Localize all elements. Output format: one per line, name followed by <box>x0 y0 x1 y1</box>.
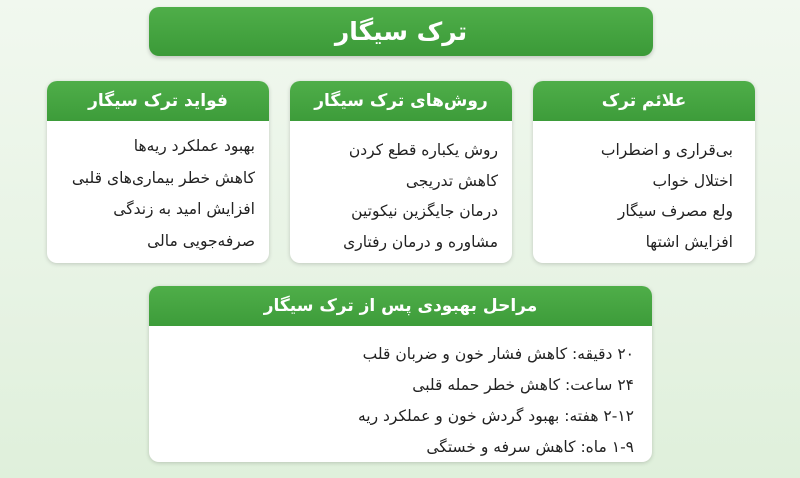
card-title-benefits: فواید ترک سیگار <box>47 81 269 121</box>
list-item: ۱-۹ ماه: کاهش سرفه و خستگی <box>426 438 634 456</box>
list-item: افزایش امید به زندگی <box>113 200 255 218</box>
list-item: روش یکباره قطع کردن <box>348 141 498 159</box>
list-item: کاهش تدریجی <box>405 171 498 190</box>
list-item: اختلال خواب <box>652 171 733 190</box>
card-title-withdrawal-signs: علائم ترک <box>533 81 755 121</box>
card-withdrawal-signs <box>533 81 755 263</box>
list-item: ۲۴ ساعت: کاهش خطر حمله قلبی <box>412 376 634 394</box>
list-item: بی‌قراری و اضطراب <box>600 141 733 159</box>
list-item: صرفه‌جویی مالی <box>147 231 255 250</box>
benefits-list <box>47 131 255 257</box>
quit-methods-list <box>290 135 498 257</box>
main-title: ترک سیگار <box>149 7 653 56</box>
list-item: افزایش اشتها <box>645 232 733 251</box>
card-title-recovery-stages: مراحل بهبودی پس از ترک سیگار <box>149 286 652 326</box>
card-quit-methods <box>290 81 512 263</box>
withdrawal-signs-list <box>533 135 733 257</box>
card-recovery-stages <box>149 286 652 462</box>
list-item: ۲-۱۲ هفته: بهبود گردش خون و عملکرد ریه <box>357 407 634 425</box>
list-item: کاهش خطر بیماری‌های قلبی <box>71 168 255 187</box>
recovery-stages-list <box>149 339 634 463</box>
card-title-quit-methods: روش‌های ترک سیگار <box>290 81 512 121</box>
card-benefits <box>47 81 269 263</box>
list-item: درمان جایگزین نیکوتین <box>351 202 498 220</box>
list-item: بهبود عملکرد ریه‌ها <box>133 137 255 155</box>
list-item: ۲۰ دقیقه: کاهش فشار خون و ضربان قلب <box>362 345 634 363</box>
list-item: مشاوره و درمان رفتاری <box>343 232 498 251</box>
list-item: ولع مصرف سیگار <box>617 202 733 220</box>
